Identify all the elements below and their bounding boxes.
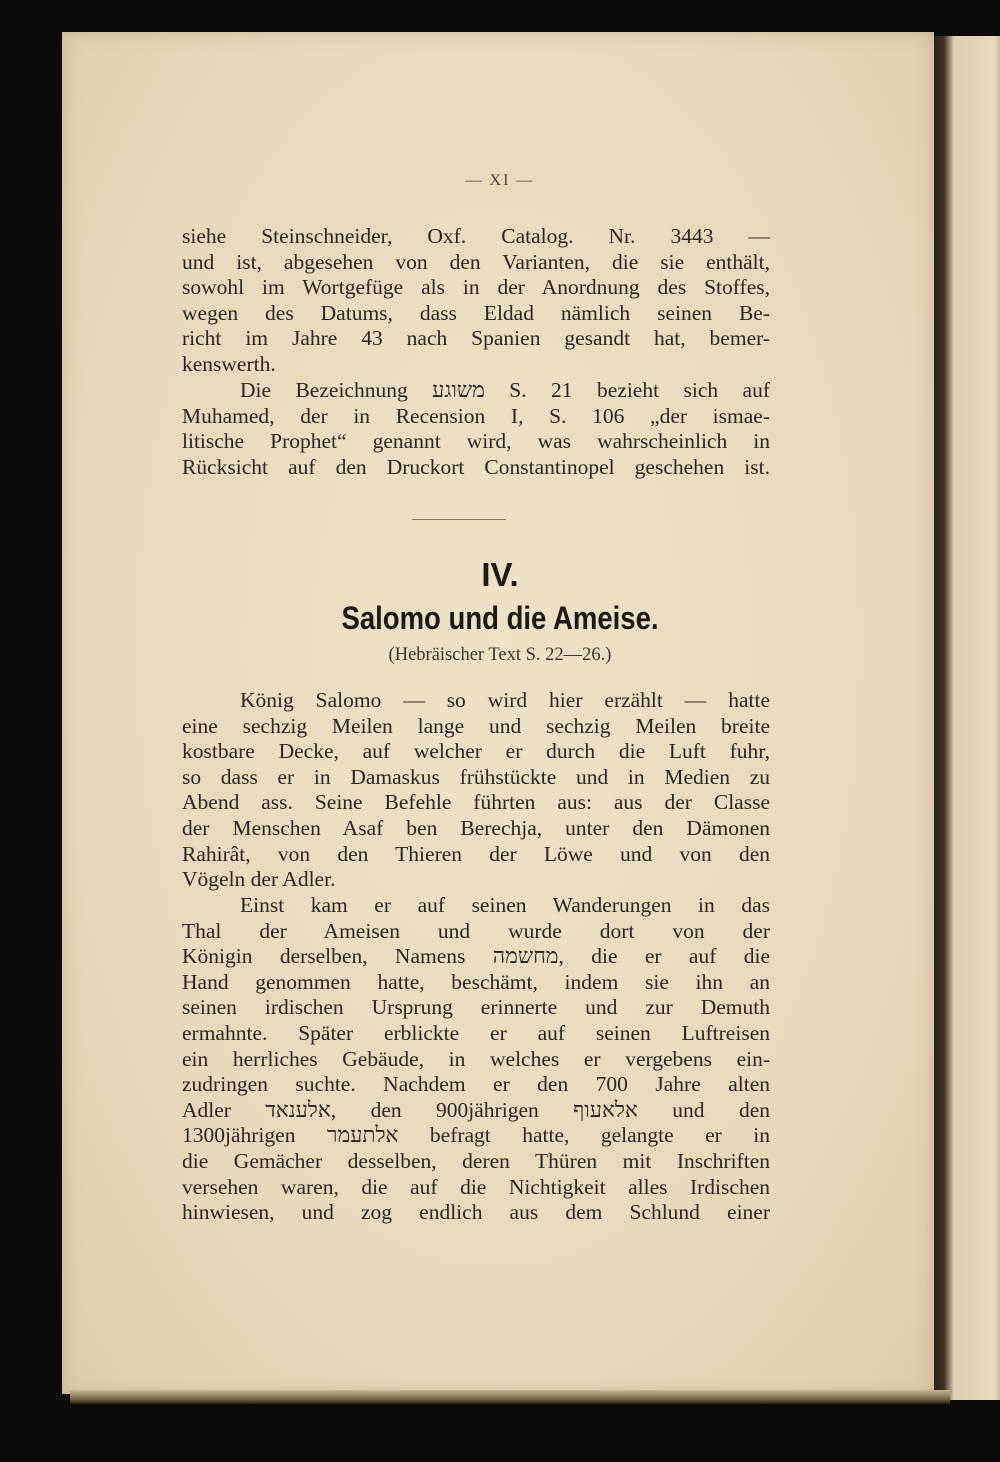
- text-line: kenswerth.: [182, 351, 276, 376]
- paragraph-1: [182, 224, 770, 378]
- section-title: Salomo und die Ameise.: [341, 600, 659, 636]
- text-line: wegen des Datums, dass Eldad nämlich seinen Be-: [182, 300, 770, 325]
- text-line: seinen irdischen Ursprung erinnerte und zur Demuth: [182, 995, 770, 1020]
- text-line: sowohl im Wortgefüge als in der Anordnung des Stoffes,: [182, 275, 770, 300]
- paragraph-2: [182, 378, 770, 480]
- page-number: — XI —: [465, 172, 535, 189]
- text-line: Muhamed, der in Recension I, S. 106 „der ismae-: [182, 403, 770, 428]
- text-line: Abend ass. Seine Befehle führten aus: aus der Classe: [182, 790, 770, 815]
- text-line: litische Prophet“ genannt wird, was wahrscheinlich in: [182, 429, 770, 454]
- text-line: siehe Steinschneider, Oxf. Catalog. Nr. 3443 —: [182, 224, 770, 248]
- section-subtitle: (Hebräischer Text S. 22—26.): [388, 645, 612, 665]
- paragraph-3: [182, 688, 770, 893]
- text-line: ermahnte. Später erblickte er auf seinen Luftreisen: [182, 1020, 770, 1045]
- page-edge: [934, 36, 1000, 1400]
- text-line: Königin derselben, Namens מחשמה, die er auf die: [182, 944, 771, 969]
- text-line: 1300jährigen אלתעמר befragt hatte, gelangte er in: [182, 1123, 770, 1148]
- text-line: und ist, abgesehen von den Varianten, die sie enthält,: [182, 249, 770, 274]
- text-line: der Menschen Asaf ben Berechja, unter den Dämonen: [182, 815, 770, 840]
- section-number: IV.: [481, 556, 519, 593]
- text-line: richt im Jahre 43 nach Spanien gesandt hat, bemer-: [182, 326, 770, 351]
- text-line: zudringen suchte. Nachdem er den 700 Jahre alten: [182, 1072, 770, 1097]
- text-line: eine sechzig Meilen lange und sechzig Meilen breite: [182, 713, 770, 738]
- text-line: kostbare Decke, auf welcher er durch die Luft fuhr,: [182, 739, 770, 764]
- text-line: Thal der Ameisen und wurde dort von der: [182, 918, 770, 943]
- text-line: Rücksicht auf den Druckort Constantinopel geschehen ist.: [182, 454, 770, 479]
- text-line: Die Bezeichnung משוגע S. 21 bezieht sich auf: [240, 378, 770, 402]
- text-line: Rahirât, von den Thieren der Löwe und von den: [182, 841, 770, 866]
- text-line: Einst kam er auf seinen Wanderungen in das: [240, 893, 770, 917]
- text-line: Vögeln der Adler.: [182, 867, 336, 892]
- text-line: ein herrliches Gebäude, in welches er vergebens ein-: [182, 1046, 770, 1071]
- text-line: hinwiesen, und zog endlich aus dem Schlund einer: [182, 1200, 770, 1225]
- text-line: versehen waren, die auf die Nichtigkeit alles Irdischen: [182, 1174, 770, 1199]
- paragraph-4: [182, 893, 770, 1226]
- section-divider: [412, 519, 506, 520]
- text-line: so dass er in Damaskus frühstückte und in Medien zu: [182, 764, 770, 789]
- page-bottom-edge: [70, 1390, 950, 1404]
- text-line: König Salomo — so wird hier erzählt — hatte: [240, 688, 770, 712]
- text-line: Hand genommen hatte, beschämt, indem sie ihn an: [182, 969, 770, 994]
- text-line: die Gemächer desselben, deren Thüren mit Inschriften: [182, 1148, 770, 1173]
- text-line: Adler אלענאד, den 900jährigen אלאעוף und den: [182, 1097, 770, 1122]
